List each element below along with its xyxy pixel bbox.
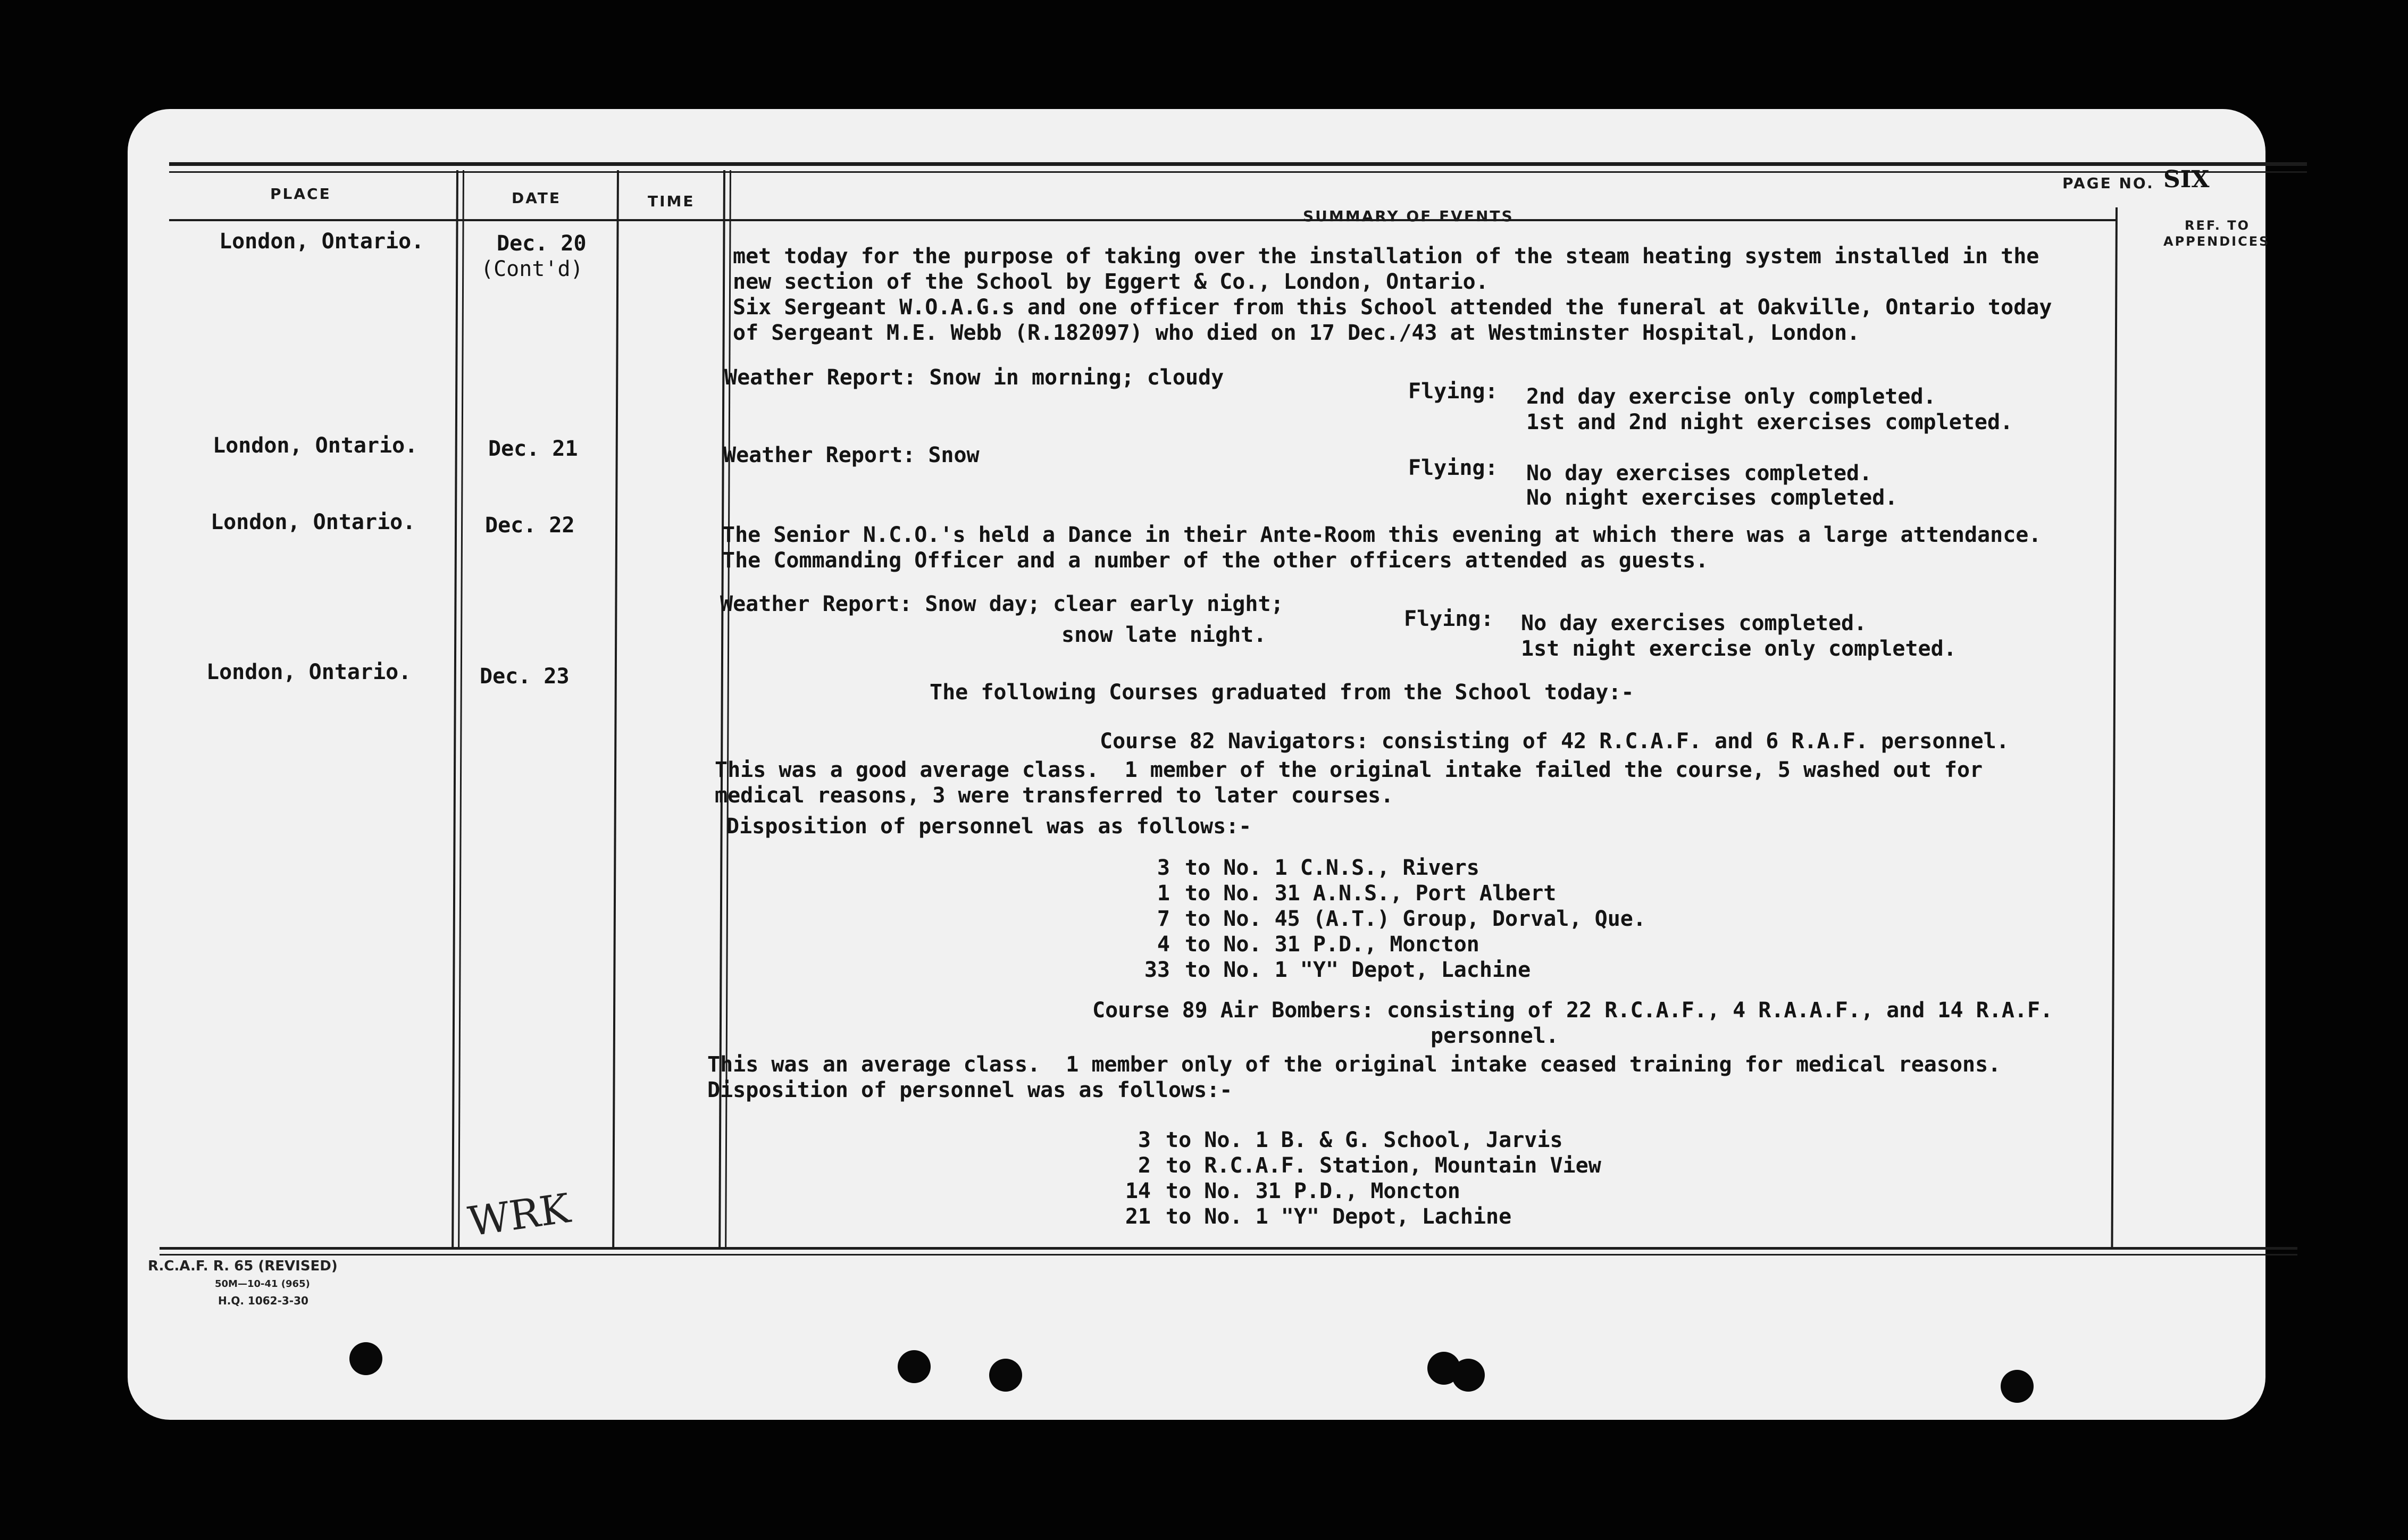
posting-row xyxy=(1106,881,1556,906)
posting-row xyxy=(1087,1127,1563,1153)
flying-label: Flying: xyxy=(1408,456,1498,480)
top-rule xyxy=(169,162,2307,166)
entry-place: London, Ontario. xyxy=(206,660,412,684)
entry-date: Dec. 22 xyxy=(485,513,575,538)
summary-line: medical reasons, 3 were transferred to later courses. xyxy=(715,783,1394,808)
posting-row xyxy=(1087,1153,1601,1178)
entry-place: London, Ontario. xyxy=(213,433,418,458)
course-heading-cont: personnel. xyxy=(1431,1024,1559,1048)
punch-hole xyxy=(898,1350,931,1383)
posting-count: 2 xyxy=(1138,1153,1151,1178)
posting-count: 3 xyxy=(1138,1128,1151,1152)
entry-date: Dec. 20 xyxy=(497,231,587,256)
top-rule-thin xyxy=(169,171,2307,173)
posting-row xyxy=(1106,932,1479,957)
disposition-heading: Disposition of personnel was as follows:- xyxy=(726,814,1252,839)
header-rule xyxy=(169,219,2116,221)
flying-line: 1st night exercise only completed. xyxy=(1521,637,1956,661)
summary-line: This was a good average class. 1 member of the original intake failed the course, 5 washed out for xyxy=(715,758,1983,782)
courses-intro: The following Courses graduated from the School today:- xyxy=(930,680,1634,705)
posting-destination: to No. 31 P.D., Moncton xyxy=(1166,1179,1460,1203)
ref-header-line1: REF. TO xyxy=(2185,218,2250,233)
posting-destination: to No. 1 "Y" Depot, Lachine xyxy=(1166,1204,1512,1229)
time-header: TIME xyxy=(648,192,695,210)
entry-date-cont: (Cont'd) xyxy=(481,257,583,281)
summary-line: Six Sergeant W.O.A.G.s and one officer from this School attended the funeral at Oakville, Ontario today xyxy=(733,295,2052,320)
posting-count: 4 xyxy=(1157,932,1170,957)
punch-hole xyxy=(349,1342,382,1375)
posting-count: 1 xyxy=(1157,881,1170,906)
entry-place: London, Ontario. xyxy=(211,510,416,534)
posting-destination: to R.C.A.F. Station, Mountain View xyxy=(1166,1153,1601,1178)
summary-header: SUMMARY OF EVENTS xyxy=(1303,207,1514,225)
posting-destination: to No. 31 A.N.S., Port Albert xyxy=(1185,881,1557,906)
form-print-run: 50M—10-41 (965) xyxy=(215,1278,310,1290)
course-heading: Course 82 Navigators: consisting of 42 R.C.A.F. and 6 R.A.F. personnel. xyxy=(1100,729,2009,754)
form-hq-number: H.Q. 1062-3-30 xyxy=(218,1294,308,1307)
date-header: DATE xyxy=(512,189,561,207)
posting-row xyxy=(1087,1204,1511,1229)
posting-count: 33 xyxy=(1144,958,1170,982)
posting-row xyxy=(1106,906,1646,932)
posting-destination: to No. 1 C.N.S., Rivers xyxy=(1185,856,1479,880)
flying-line: No day exercises completed. xyxy=(1526,461,1872,486)
summary-line: Disposition of personnel was as follows:- xyxy=(707,1078,1233,1102)
handwritten-initials: WRK xyxy=(465,1184,573,1245)
posting-row xyxy=(1106,957,1531,983)
posting-destination: to No. 1 "Y" Depot, Lachine xyxy=(1185,958,1531,982)
entry-date: Dec. 21 xyxy=(488,437,578,461)
flying-line: 2nd day exercise only completed. xyxy=(1526,384,1936,409)
summary-line: met today for the purpose of taking over the installation of the steam heating system installed in the xyxy=(733,244,2039,269)
summary-line: This was an average class. 1 member only of the original intake ceased training for medical reasons. xyxy=(707,1052,2001,1077)
flying-line: No day exercises completed. xyxy=(1521,611,1867,635)
flying-label: Flying: xyxy=(1404,607,1494,631)
posting-count: 21 xyxy=(1125,1204,1151,1229)
posting-destination: to No. 31 P.D., Moncton xyxy=(1185,932,1479,957)
weather-report: Weather Report: Snow xyxy=(723,443,980,467)
posting-destination: to No. 1 B. & G. School, Jarvis xyxy=(1166,1128,1563,1152)
posting-row xyxy=(1106,855,1479,881)
bottom-rule xyxy=(160,1247,2297,1250)
punch-hole xyxy=(989,1359,1022,1392)
posting-row xyxy=(1087,1178,1460,1204)
summary-line: new section of the School by Eggert & Co., London, Ontario. xyxy=(733,270,1489,294)
summary-line: The Commanding Officer and a number of the other officers attended as guests. xyxy=(722,548,1709,573)
course-heading: Course 89 Air Bombers: consisting of 22 R.C.A.F., 4 R.A.A.F., and 14 R.A.F. xyxy=(1092,998,2053,1023)
weather-report: Weather Report: Snow day; clear early night; xyxy=(720,592,1284,616)
punch-hole xyxy=(2001,1370,2034,1403)
bottom-rule-thin xyxy=(160,1254,2297,1256)
posting-count: 14 xyxy=(1125,1179,1151,1203)
place-header: PLACE xyxy=(270,185,331,203)
flying-line: 1st and 2nd night exercises completed. xyxy=(1526,410,2013,434)
ref-header-line2: APPENDICES xyxy=(2163,234,2270,249)
punch-hole xyxy=(1452,1359,1485,1392)
posting-count: 7 xyxy=(1157,907,1170,931)
weather-report: Weather Report: Snow in morning; cloudy xyxy=(724,365,1224,390)
entry-place: London, Ontario. xyxy=(219,229,424,254)
weather-report-cont: snow late night. xyxy=(1061,623,1267,647)
posting-destination: to No. 45 (A.T.) Group, Dorval, Que. xyxy=(1185,907,1646,931)
posting-count: 3 xyxy=(1157,856,1170,880)
page-no-label: PAGE NO. xyxy=(2062,174,2154,192)
summary-line: of Sergeant M.E. Webb (R.182097) who died on 17 Dec./43 at Westminster Hospital, London. xyxy=(733,321,1860,345)
summary-line: The Senior N.C.O.'s held a Dance in their Ante-Room this evening at which there was a large attendance. xyxy=(722,523,2042,547)
form-number: R.C.A.F. R. 65 (REVISED) xyxy=(148,1258,338,1274)
flying-label: Flying: xyxy=(1408,379,1498,404)
entry-date: Dec. 23 xyxy=(480,664,570,689)
flying-line: No night exercises completed. xyxy=(1526,486,1898,510)
page-no-value: SIX xyxy=(2163,166,2210,193)
